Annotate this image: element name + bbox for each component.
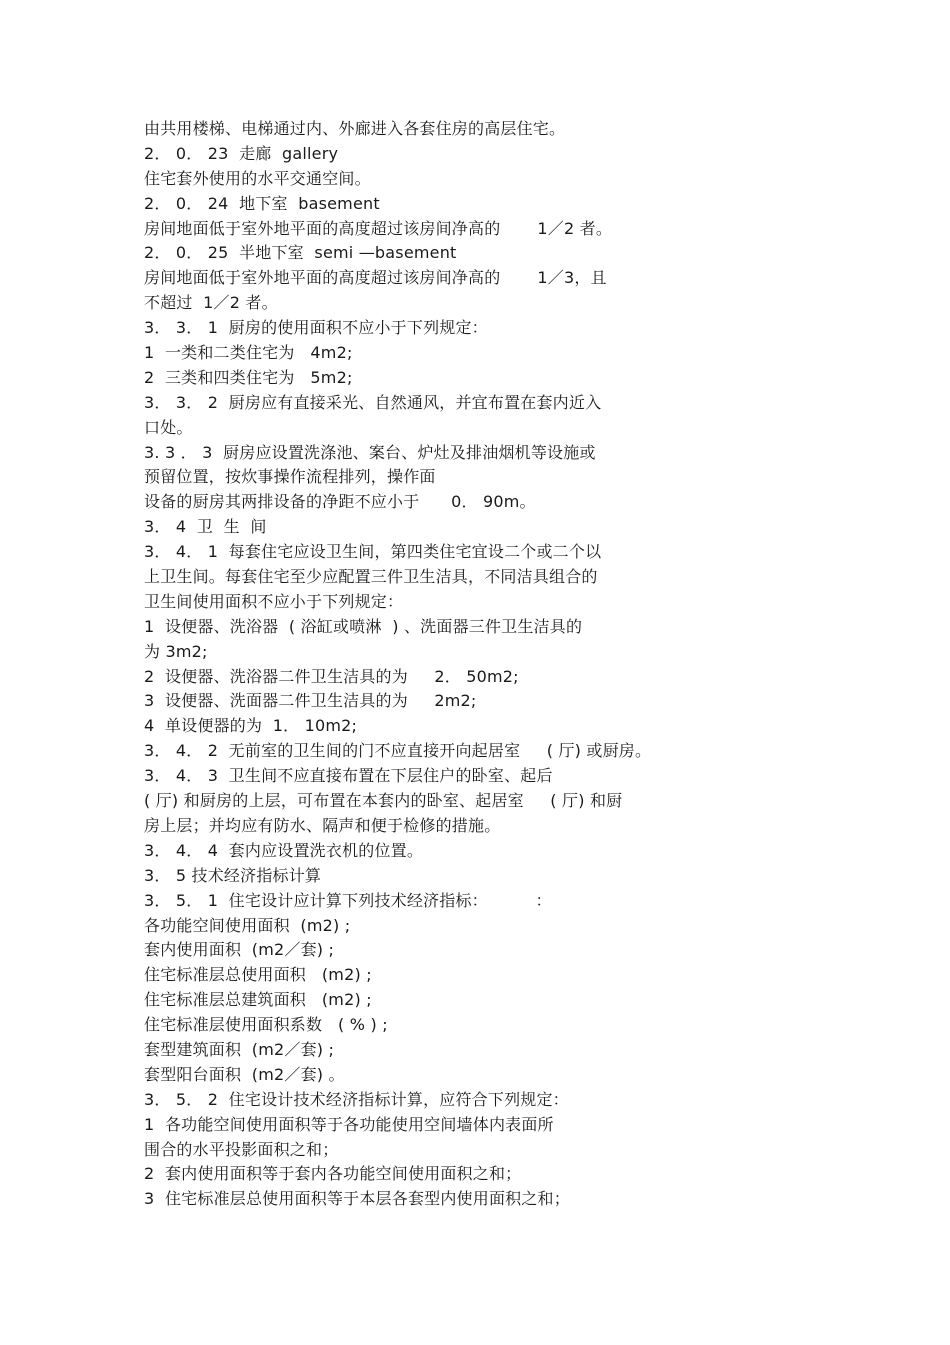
text-line: 卫生间使用面积不应小于下列规定： (144, 591, 404, 611)
text-line: 3． 3． 2 厨房应有直接采光、自然通风，并宜布置在套内近入 (144, 392, 602, 412)
text-line: 上卫生间。每套住宅至少应配置三件卫生洁具，不同洁具组合的 (144, 567, 598, 587)
text-line: 2 套内使用面积等于套内各功能空间使用面积之和； (144, 1164, 522, 1184)
text-line: 4 单设便器的为 1． 10m2; (144, 716, 358, 736)
text-line: 1 一类和二类住宅为 4m2; (144, 343, 353, 363)
text-line: 不超过 1／2 者。 (144, 293, 278, 313)
text-line: 2． 0． 24 地下室 basement (144, 193, 380, 213)
text-line: 口处。 (144, 417, 193, 437)
text-line: 3． 4 卫 生 间 (144, 517, 267, 537)
text-line: 为 3m2; (144, 641, 208, 661)
text-line: 1 各功能空间使用面积等于各功能使用空间墙体内表面所 (144, 1114, 554, 1134)
text-line: 2． 0． 25 半地下室 semi —basement (144, 243, 457, 263)
text-line: 3． 5． 2 住宅设计技术经济指标计算，应符合下列规定： (144, 1089, 569, 1109)
text-line: 3． 3． 1 厨房的使用面积不应小于下列规定： (144, 318, 488, 338)
text-line: 各功能空间使用面积 (m2) ; (144, 915, 351, 935)
document-text (144, 117, 704, 1212)
text-line: 2 设便器、洗浴器二件卫生洁具的为 2． 50m2; (144, 666, 519, 686)
text-line: 围合的水平投影面积之和； (144, 1139, 339, 1159)
text-line: 由共用楼梯、电梯通过内、外廊进入各套住房的高层住宅。 (144, 119, 566, 138)
text-line: 房上层；并均应有防水、隔声和便于检修的措施。 (144, 815, 501, 835)
text-line: 3． 4． 3 卫生间不应直接布置在下层住户的卧室、起后 (144, 766, 553, 786)
text-line: 3． 4． 4 套内应设置洗衣机的位置。 (144, 840, 424, 860)
text-line: 3． 4． 2 无前室的卫生间的门不应直接开向起居室 ( 厅) 或厨房。 (144, 741, 652, 761)
text-line: 套型阳台面积 (m2／套) 。 (144, 1064, 345, 1084)
text-line: 套型建筑面积 (m2／套) ; (144, 1039, 335, 1059)
text-line: 房间地面低于室外地平面的高度超过该房间净高的 1／3，且 (144, 268, 607, 288)
text-line: 房间地面低于室外地平面的高度超过该房间净高的 1／2 者。 (144, 218, 613, 238)
text-line: ( 厅) 和厨房的上层，可布置在本套内的卧室、起居室 ( 厅) 和厨 (144, 791, 623, 811)
text-line: 2 三类和四类住宅为 5m2; (144, 367, 353, 387)
text-line: 预留位置，按炊事操作流程排列，操作面 (144, 467, 436, 487)
text-line: 3． 5 技术经济指标计算 (144, 865, 322, 885)
text-line: 3． 4． 1 每套住宅应设卫生间，第四类住宅宜设二个或二个以 (144, 542, 602, 562)
text-line: 住宅标准层总建筑面积 (m2) ; (144, 990, 372, 1010)
text-line: 套内使用面积 (m2／套) ; (144, 940, 335, 960)
text-line: 3 设便器、洗面器二件卫生洁具的为 2m2; (144, 691, 477, 711)
text-line: 3. 3 ． 3 厨房应设置洗涤池、案台、炉灶及排油烟机等设施或 (144, 442, 596, 462)
text-line: 住宅套外使用的水平交通空间。 (144, 168, 371, 188)
text-line: 设备的厨房其两排设备的净距不应小于 0． 90m。 (144, 492, 536, 512)
text-line: 3 住宅标准层总使用面积等于本层各套型内使用面积之和； (144, 1189, 570, 1209)
text-line: 住宅标准层总使用面积 (m2) ; (144, 965, 372, 985)
text-line: 住宅标准层使用面积系数 ( % ) ; (144, 1015, 388, 1035)
text-line: 1 设便器、洗浴器 ( 浴缸或喷淋 ) 、洗面器三件卫生洁具的 (144, 616, 583, 636)
text-line: 3． 5． 1 住宅设计应计算下列技术经济指标： ： (144, 890, 552, 910)
text-line: 2． 0． 23 走廊 gallery (144, 143, 339, 163)
